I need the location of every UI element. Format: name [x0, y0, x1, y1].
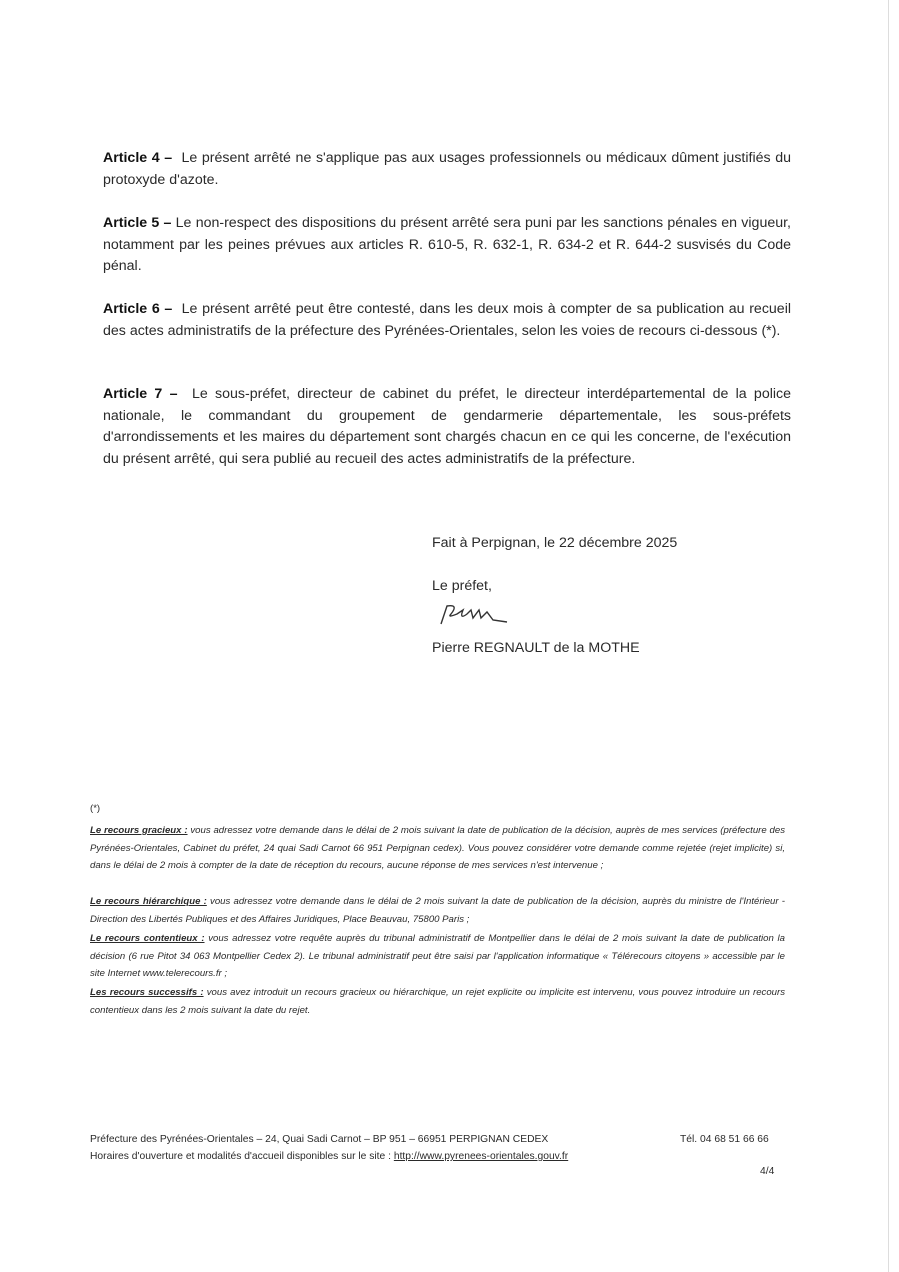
handwritten-signature: [437, 600, 517, 630]
footer-address: Préfecture des Pyrénées-Orientales – 24, Quai Sadi Carnot – BP 951 – 66951 PERPIGNAN CEDEX: [90, 1134, 549, 1145]
footnote-text: vous adressez votre requête auprès du tribunal administratif de Montpellier dans le délai de 2 mois suivant la date de publication la décision (6 rue Pitot 34 063 Montpellier Cedex 2). Le tribunal administratif peut être saisi par l'application informatique « Télérecours citoyens » accessible par le site Internet www.telerecours.fr ;: [90, 933, 785, 979]
footnote-recours-contentieux: [90, 930, 785, 983]
footnote-recours-hierarchique: [90, 893, 785, 928]
footnote-label: Le recours hiérarchique :: [90, 896, 207, 907]
footnote-text: vous avez introduit un recours gracieux ou hiérarchique, un rejet explicite ou implicite est intervenu, vous pouvez introduire un recours contentieux dans les 2 mois suivant la date du rejet.: [90, 987, 785, 1016]
article-4: [103, 148, 791, 191]
article-label: Article 4 –: [103, 150, 173, 166]
article-text: Le présent arrêté ne s'applique pas aux usages professionnels ou médicaux dûment justifiés du protoxyde d'azote.: [103, 150, 791, 188]
article-text: Le non-respect des dispositions du présent arrêté sera puni par les sanctions pénales en vigueur, notamment par les peines prévues aux articles R. 610-5, R. 632-1, R. 634-2 et R. 644-2 susvisés du Code pénal.: [103, 215, 792, 274]
article-label: Article 6 –: [103, 301, 173, 317]
footer-phone: Tél. 04 68 51 66 66: [680, 1134, 769, 1145]
footnote-recours-gracieux: [90, 822, 785, 875]
footnote-label: Le recours contentieux :: [90, 933, 205, 944]
footer-hours-text: Horaires d'ouverture et modalités d'accueil disponibles sur le site :: [90, 1151, 394, 1162]
article-label: Article 7 –: [103, 386, 178, 402]
footnote-label: Le recours gracieux :: [90, 825, 188, 836]
footnote-text: vous adressez votre demande dans le délai de 2 mois suivant la date de publication de la décision, auprès du ministre de l'Intérieur - Direction des Libertés Publiques et des Affaires Juridiques, Place Beauvau, 75800 Paris ;: [90, 896, 785, 925]
article-label: Article 5 –: [103, 215, 172, 231]
article-text: Le présent arrêté peut être contesté, dans les deux mois à compter de sa publication au recueil des actes administratifs de la préfecture des Pyrénées-Orientales, selon les voies de recours ci-dessous (*).: [103, 301, 792, 339]
footnote-label: Les recours successifs :: [90, 987, 204, 998]
footer-website-link[interactable]: http://www.pyrenees-orientales.gouv.fr: [393, 1151, 569, 1162]
footnote-text: vous adressez votre demande dans le délai de 2 mois suivant la date de publication de la décision, auprès de mes services (préfecture des Pyrénées-Orientales, Cabinet du préfet, 24 quai Sadi Carnot 66 951 Perpignan cedex). Vous pouvez considérer votre demande comme rejetée (rejet implicite) si, dans le délai de 2 mois à compter de la date de réception du recours, aucune réponse de mes services n'est intervenue ;: [90, 825, 785, 871]
article-5: [103, 213, 791, 278]
article-text: Le sous-préfet, directeur de cabinet du préfet, le directeur interdépartemental de la police nationale, le commandant du groupement de gendarmerie départementale, les sous-préfets d'arrondissements et les maires du département sont chargés chacun en ce qui les concerne, de l'exécution du présent arrêté, qui sera publié au recueil des actes administratifs de la préfecture.: [103, 386, 791, 467]
place-date: Fait à Perpignan, le 22 décembre 2025: [432, 535, 678, 551]
footnote-recours-successifs: [90, 984, 785, 1019]
footnote-marker: (*): [90, 803, 101, 814]
signer-title: Le préfet,: [432, 578, 492, 594]
page-number: 4/4: [760, 1166, 775, 1177]
footer-hours: [90, 1148, 570, 1165]
article-6: [103, 299, 791, 342]
article-7: [103, 384, 791, 470]
signer-name: Pierre REGNAULT de la MOTHE: [432, 640, 640, 656]
scan-edge: [888, 0, 889, 1272]
